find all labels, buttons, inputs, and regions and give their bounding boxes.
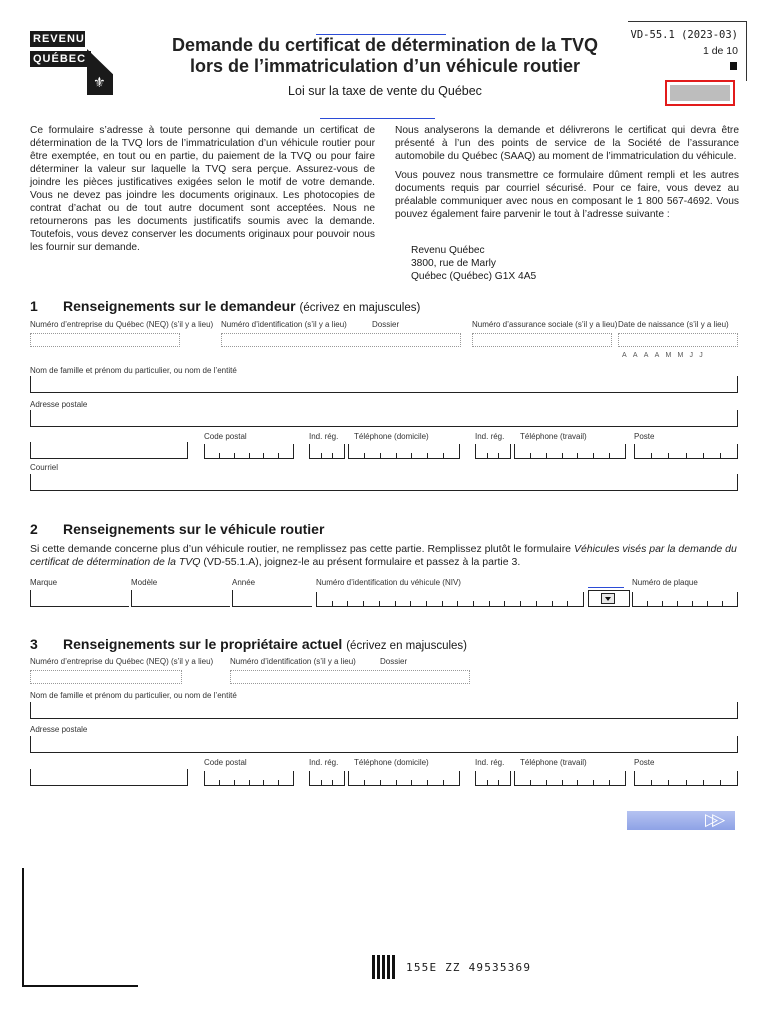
comb-tick [651,453,652,458]
address-line: Revenu Québec [411,245,485,256]
comb-tick [552,601,553,606]
form-code: 155E ZZ 49535369 [406,961,532,974]
comb-tick [278,780,279,785]
address-field[interactable] [30,410,738,427]
reset-button[interactable] [665,80,735,106]
logo-text-revenu: REVENU [30,31,85,47]
label-id: Numéro d’identification (s’il y a lieu) [230,657,356,666]
owner-ext-field[interactable] [634,769,738,786]
comb-tick [692,601,693,606]
comb-tick [293,444,294,458]
label-name: Nom de famille et prénom du particulier, ou nom de l’entité [30,366,237,375]
comb-tick [647,601,648,606]
label-vin: Numéro d’identification du véhicule (NIV) [316,578,461,587]
comb-tick [487,780,488,785]
label-postal: Code postal [204,432,247,441]
comb-tick [520,601,521,606]
section-note: (écrivez en majuscules) [346,640,468,652]
comb-tick [204,771,205,785]
label-email: Courriel [30,463,59,472]
dob-format-hint: AAAAMMJJ [622,352,709,359]
comb-tick [577,453,578,458]
owner-area-code-home-field[interactable] [309,769,345,786]
label-phone-work: Téléphone (travail) [520,432,587,441]
comb-tick [510,771,511,785]
comb-tick [344,444,345,458]
comb-tick [443,453,444,458]
intro-left [30,124,375,260]
comb-tick [530,780,531,785]
comb-tick [443,780,444,785]
label-model: Modèle [131,578,158,587]
comb-tick [475,444,476,458]
comb-tick [546,453,547,458]
intro-paragraph: Ce formulaire s’adresse à toute personne qui demande un certificat de détermination de la TVQ lors de l’immatriculation d’un véhicule routier pour être exemptée, en tout ou en partie, du paiement de la TVQ ou pour faire déterminer la valeur sur laquelle la TVQ sera perçue. Assurez-vous de joindre les pièces justificatives exigées selon le motif de votre demande. Vous ne devez pas joindre les documents originaux. Les photocopies de contrat d’achat ou de tout autre document sont acceptées. Nous ne retournerons pas les documents justificatifs soumis avec la demande. Toutefois, vous devez conserver les documents originaux pour pouvoir nous les fournir sur demande. [30,125,375,253]
comb-tick [278,453,279,458]
comb-tick [634,444,635,458]
comb-tick [321,453,322,458]
next-page-button[interactable] [627,811,735,830]
label-phone-home: Téléphone (domicile) [354,432,429,441]
comb-tick [737,771,738,785]
comb-tick [625,444,626,458]
comb-tick [514,444,515,458]
label-phone-work: Téléphone (travail) [520,758,587,767]
comb-tick [536,601,537,606]
label-area-code: Ind. rég. [309,758,339,767]
section-number: 1 [30,298,38,314]
section-title: Renseignements sur le véhicule routier [63,521,325,537]
comb-tick [219,453,220,458]
nas-field[interactable] [472,333,612,347]
comb-tick [332,453,333,458]
section-3-heading [30,636,467,652]
comb-tick [625,771,626,785]
comb-tick [514,771,515,785]
comb-tick [426,601,427,606]
registration-mark [730,62,737,70]
ext-field[interactable] [634,442,738,459]
comb-tick [609,780,610,785]
label-address: Adresse postale [30,400,88,409]
owner-address-line2-field[interactable] [30,769,188,786]
label-address: Adresse postale [30,725,88,734]
comb-tick [344,771,345,785]
phone-home-field[interactable] [348,442,460,459]
comb-tick [396,780,397,785]
comb-tick [332,780,333,785]
label-neq: Numéro d’entreprise du Québec (NEQ) (s’il y a lieu) [30,320,214,329]
corner-frame-right [746,21,747,81]
comb-tick [363,601,364,606]
section-2-heading [30,521,324,537]
comb-tick [347,601,348,606]
id-field[interactable] [221,333,461,347]
comb-tick [396,453,397,458]
comb-tick [530,453,531,458]
comb-tick [668,780,669,785]
comb-tick [707,601,708,606]
comb-tick [737,592,738,606]
mailing-address [411,244,536,283]
comb-tick [686,780,687,785]
section-note: (écrivez en majuscules) [299,302,421,314]
description-text: (VD-55.1.A), joignez-le au présent formulaire et passez à la partie 3. [200,556,521,568]
label-dossier: Dossier [372,320,400,329]
form-title [150,35,620,77]
address-line2-field[interactable] [30,442,188,459]
owner-area-code-work-field[interactable] [475,769,511,786]
year-field[interactable] [232,590,312,607]
label-nas: Numéro d’assurance sociale (s’il y a lieu) [472,320,618,329]
form-number: VD-55.1 (2023-03) [630,29,738,41]
form-reference: Véhicules visés par la demande du certificat de détermination de la TVQ [30,543,737,568]
comb-tick [546,780,547,785]
comb-tick [309,444,310,458]
comb-tick [459,444,460,458]
logo-text-quebec: QUÉBEC [30,51,91,67]
plate-type-dropdown[interactable] [588,590,630,607]
make-field[interactable] [30,590,129,607]
comb-tick [332,601,333,606]
focus-underline [320,118,435,119]
comb-tick [348,771,349,785]
comb-tick [634,771,635,785]
comb-tick [487,453,488,458]
area-code-work-field[interactable] [475,442,511,459]
comb-tick [510,444,511,458]
model-field[interactable] [131,590,230,607]
comb-tick [249,453,250,458]
owner-id-field[interactable] [230,670,470,684]
fleur-de-lis-icon: ⚜ [93,74,106,90]
comb-tick [442,601,443,606]
comb-tick [316,592,317,606]
label-neq: Numéro d’entreprise du Québec (NEQ) (s’il y a lieu) [30,657,214,666]
comb-tick [249,780,250,785]
comb-tick [411,453,412,458]
section-2-description [30,543,740,569]
chevron-down-icon[interactable] [601,593,615,604]
owner-neq-field[interactable] [30,670,182,684]
owner-phone-work-field[interactable] [514,769,626,786]
address-line: Québec (Québec) G1X 4A5 [411,271,537,282]
comb-tick [475,771,476,785]
comb-tick [364,780,365,785]
comb-tick [204,444,205,458]
comb-tick [583,592,584,606]
comb-tick [379,601,380,606]
description-text: Si cette demande concerne plus d’un véhicule routier, ne remplissez pas cette partie. Remplissez plutôt le formulaire [30,543,574,555]
label-phone-home: Téléphone (domicile) [354,758,429,767]
label-dob: Date de naissance (s’il y a lieu) [618,320,729,329]
phone-work-field[interactable] [514,442,626,459]
postal-code-field[interactable] [204,442,294,459]
comb-tick [577,780,578,785]
revenu-quebec-logo [30,31,114,95]
comb-tick [720,453,721,458]
area-code-home-field[interactable] [309,442,345,459]
owner-phone-home-field[interactable] [348,769,460,786]
comb-tick [263,780,264,785]
section-1-heading [30,298,420,314]
address-line: 3800, rue de Marly [411,258,496,269]
label-name: Nom de famille et prénom du particulier, ou nom de l’entité [30,691,237,700]
section-title: Renseignements sur le propriétaire actuel [63,636,343,652]
title-line-1: Demande du certificat de détermination de la TVQ [171,35,599,55]
owner-address-field[interactable] [30,736,738,753]
label-area-code: Ind. rég. [475,432,505,441]
label-plate: Numéro de plaque [632,578,698,587]
comb-tick [321,780,322,785]
intro-paragraph: Vous pouvez nous transmettre ce formulaire dûment rempli et les autres documents requis par courriel sécurisé. Pour ce faire, vous devez au préalable communiquer avec nous en composant le 1 800 567-4692. Vous pouvez également faire parvenir le tout à l’adresse suivante : [395,170,739,220]
label-area-code: Ind. rég. [309,432,339,441]
label-make: Marque [30,578,58,587]
owner-postal-code-field[interactable] [204,769,294,786]
form-subtitle: Loi sur la taxe de vente du Québec [288,84,482,98]
page-number: 1 de 10 [702,45,738,57]
label-dossier: Dossier [380,657,408,666]
name-field[interactable] [30,376,738,393]
comb-tick [489,601,490,606]
title-line-2: lors de l’immatriculation d’un véhicule routier [189,56,581,76]
comb-tick [722,601,723,606]
comb-tick [662,601,663,606]
comb-tick [309,771,310,785]
comb-tick [380,780,381,785]
section-number: 3 [30,636,38,652]
comb-tick [567,601,568,606]
comb-tick [737,444,738,458]
comb-tick [498,780,499,785]
comb-tick [364,453,365,458]
comb-tick [293,771,294,785]
comb-tick [459,771,460,785]
comb-tick [457,601,458,606]
owner-name-field[interactable] [30,702,738,719]
comb-tick [504,601,505,606]
barcode-icon [372,955,396,979]
comb-tick [562,780,563,785]
comb-tick [410,601,411,606]
comb-tick [411,780,412,785]
comb-tick [703,780,704,785]
comb-tick [348,444,349,458]
comb-tick [234,780,235,785]
comb-tick [686,453,687,458]
comb-tick [219,780,220,785]
plate-field[interactable] [632,590,738,607]
comb-tick [720,780,721,785]
crop-mark-vertical [22,868,24,986]
intro-paragraph: Nous analyserons la demande et délivrerons le certificat qui devra être présenté à l’un des points de service de la Société de l’assurance automobile du Québec (SAAQ) au moment de l’immatriculation du véhicule. [395,125,739,162]
corner-frame-top [628,21,746,22]
comb-tick [703,453,704,458]
comb-tick [651,780,652,785]
label-ext: Poste [634,758,655,767]
comb-tick [263,453,264,458]
focus-underline [588,587,624,588]
label-ext: Poste [634,432,655,441]
comb-tick [234,453,235,458]
comb-tick [427,453,428,458]
comb-tick [427,780,428,785]
comb-tick [498,453,499,458]
comb-tick [632,592,633,606]
comb-tick [609,453,610,458]
neq-field[interactable] [30,333,180,347]
comb-tick [380,453,381,458]
section-number: 2 [30,521,38,537]
comb-tick [677,601,678,606]
comb-tick [473,601,474,606]
email-field[interactable] [30,474,738,491]
comb-tick [593,780,594,785]
comb-tick [562,453,563,458]
label-year: Année [232,578,256,587]
comb-tick [668,453,669,458]
label-postal: Code postal [204,758,247,767]
comb-tick [395,601,396,606]
crop-mark-horizontal [22,985,138,987]
label-area-code: Ind. rég. [475,758,505,767]
dob-field[interactable] [618,333,738,347]
section-title: Renseignements sur le demandeur [63,298,296,314]
next-arrow-icon: ▷▷ [705,810,720,829]
comb-tick [593,453,594,458]
vin-field[interactable] [316,590,584,607]
intro-right [395,124,739,227]
label-id: Numéro d’identification (s’il y a lieu) [221,320,347,329]
